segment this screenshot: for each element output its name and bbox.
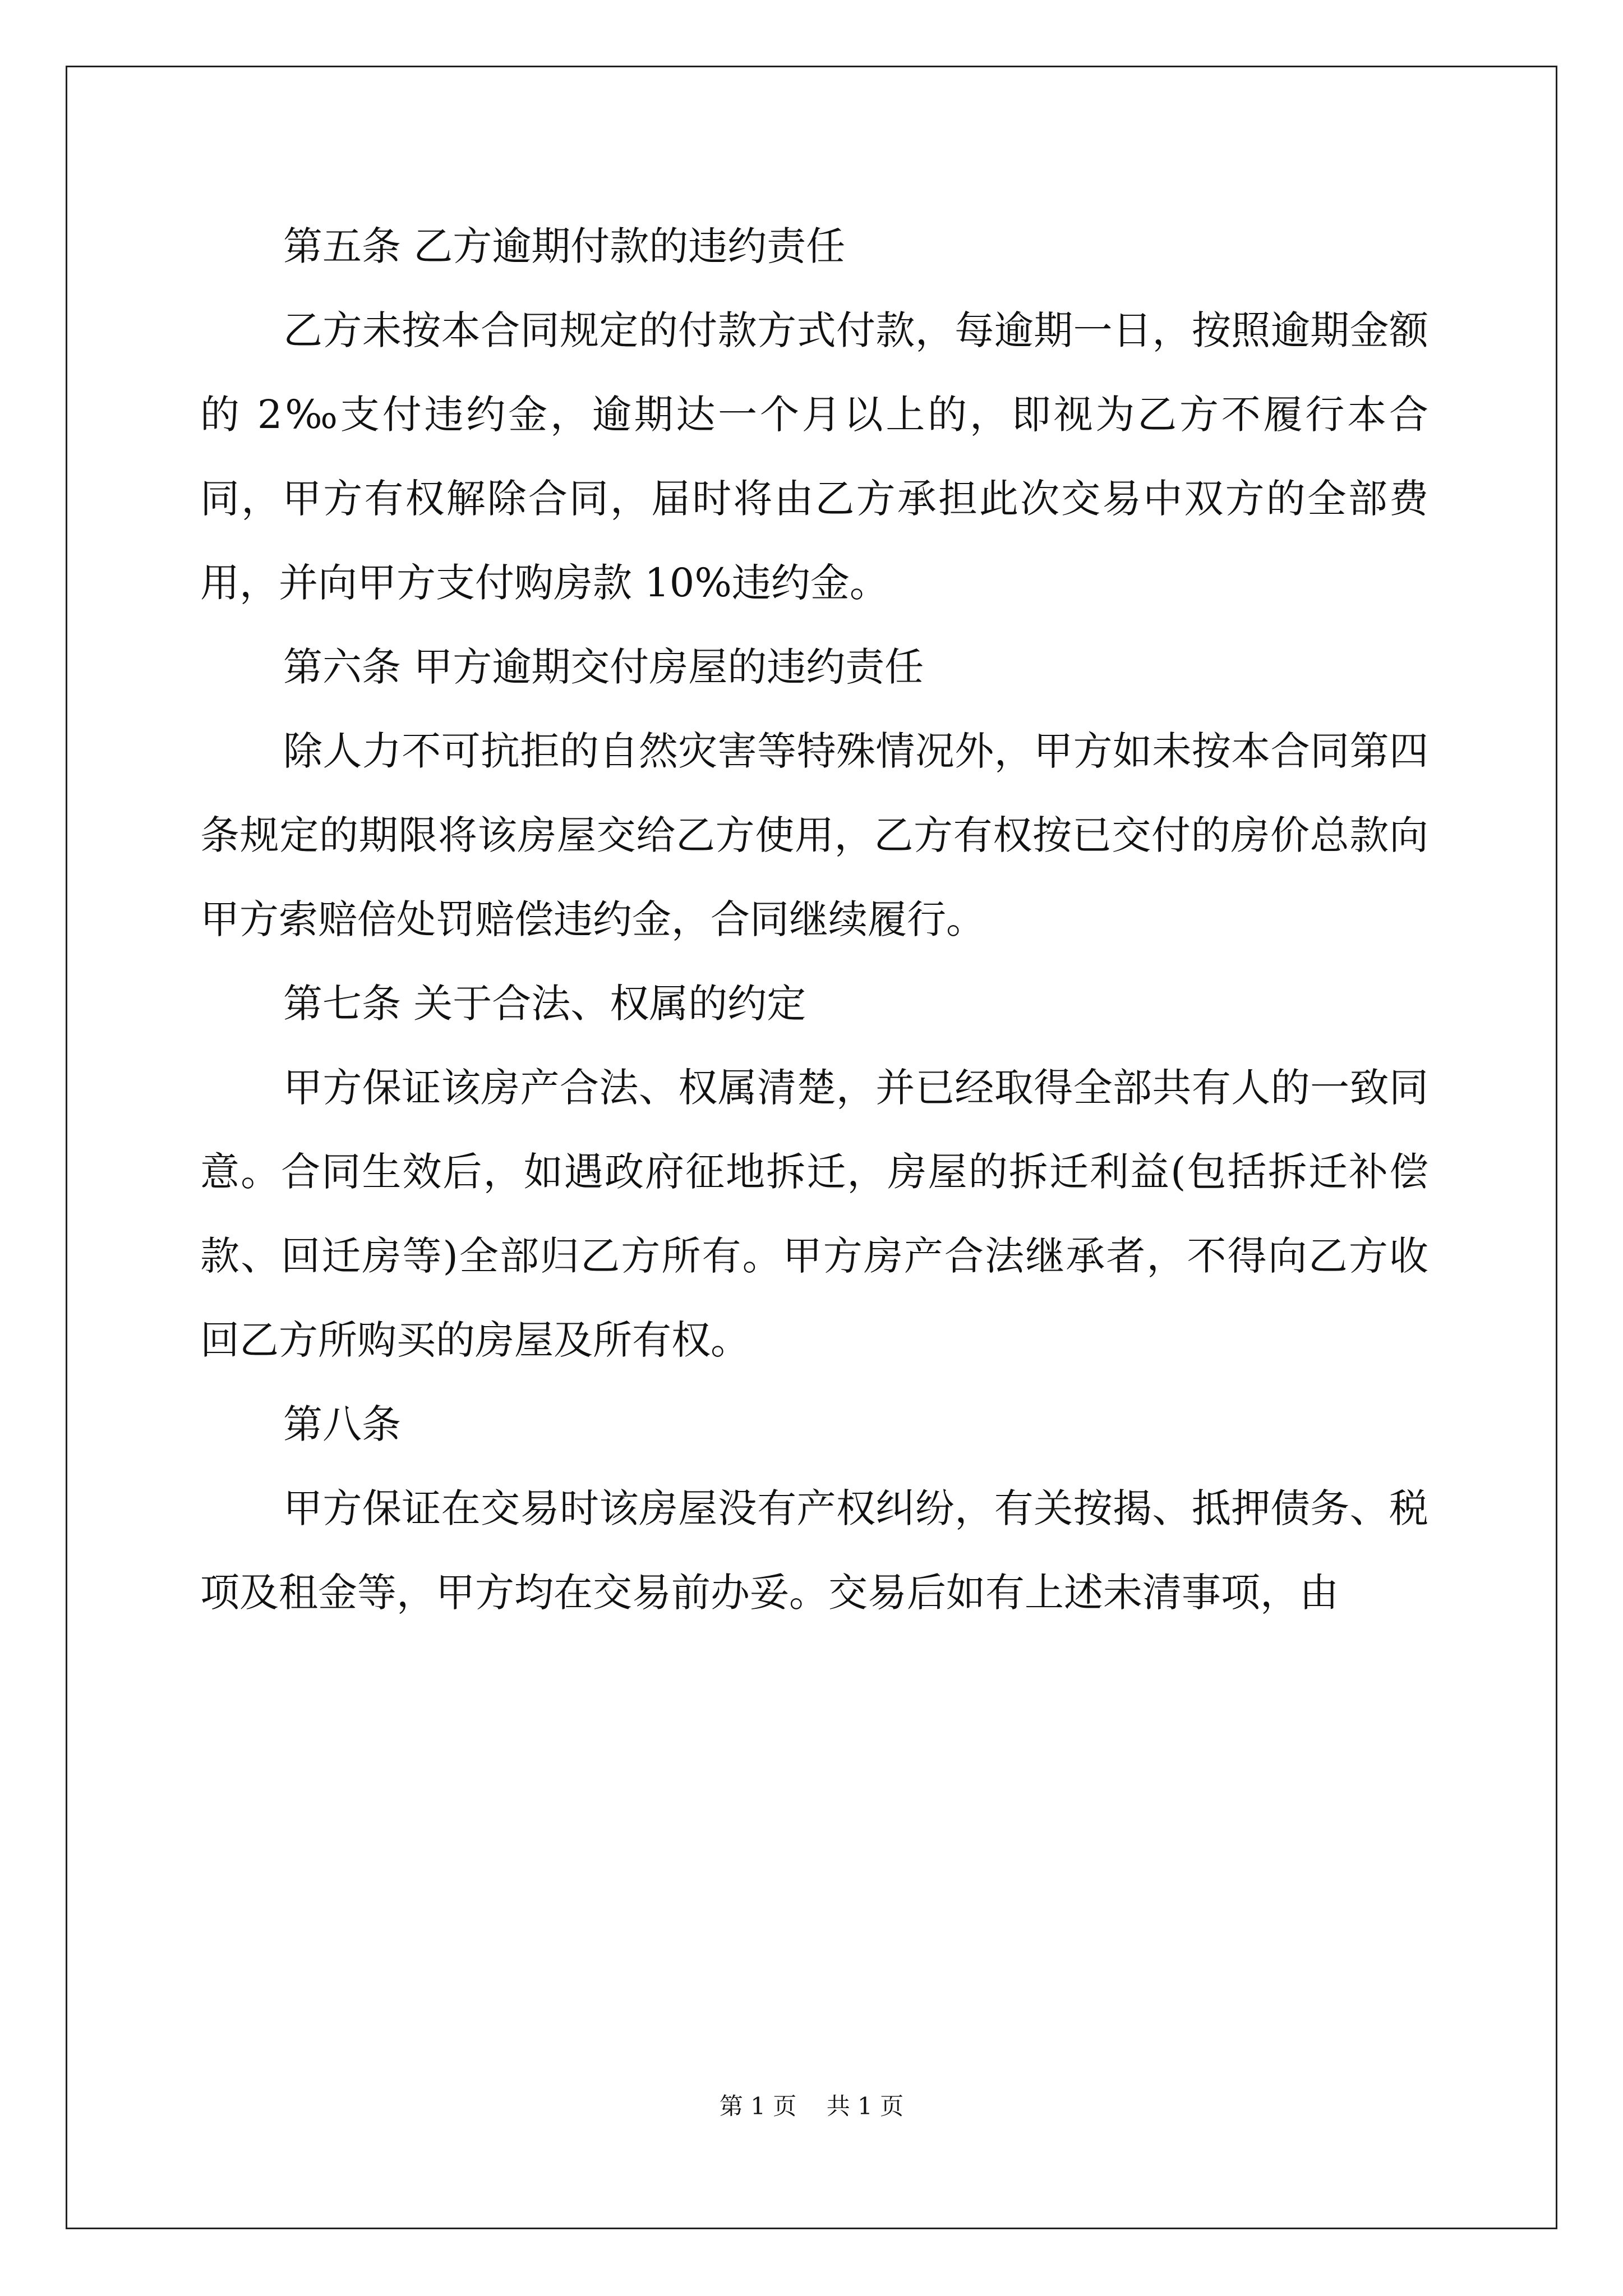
- section-heading: 第七条 关于合法、权属的约定: [283, 981, 806, 1027]
- page-number-footer: 第 1 页 共 1 页: [719, 2092, 904, 2120]
- document-body: [200, 204, 1428, 1635]
- section-7: [200, 961, 1428, 1382]
- section-paragraph: 除人力不可抗拒的自然灾害等特殊情况外，甲方如未按本合同第四条规定的期限将该房屋交给乙方使用，乙方有权按已交付的房价总款向甲方索赔倍处罚赔偿违约金，合同继续履行。: [200, 728, 1428, 942]
- section-paragraph: 乙方未按本合同规定的付款方式付款，每逾期一日，按照逾期金额的 2‰支付违约金，逾期达一个月以上的，即视为乙方不履行本合同，甲方有权解除合同，届时将由乙方承担此次交易中双方的全部费用，并向甲方支付购房款 10%违约金。: [200, 307, 1428, 606]
- section-8: [200, 1382, 1428, 1635]
- section-paragraph: 甲方保证该房产合法、权属清楚，并已经取得全部共有人的一致同意。合同生效后，如遇政府征地拆迁，房屋的拆迁利益(包括拆迁补偿款、回迁房等)全部归乙方所有。甲方房产合法继承者，不得向乙方收回乙方所购买的房屋及所有权。: [200, 1065, 1428, 1363]
- section-heading: 第五条 乙方逾期付款的违约责任: [283, 223, 846, 269]
- section-heading: 第八条: [283, 1401, 401, 1447]
- section-heading: 第六条 甲方逾期交付房屋的违约责任: [283, 644, 924, 690]
- section-6: [200, 625, 1428, 961]
- section-paragraph: 甲方保证在交易时该房屋没有产权纠纷，有关按揭、抵押债务、税项及租金等，甲方均在交易前办妥。交易后如有上述未清事项，由: [200, 1485, 1428, 1616]
- section-5: [200, 204, 1428, 625]
